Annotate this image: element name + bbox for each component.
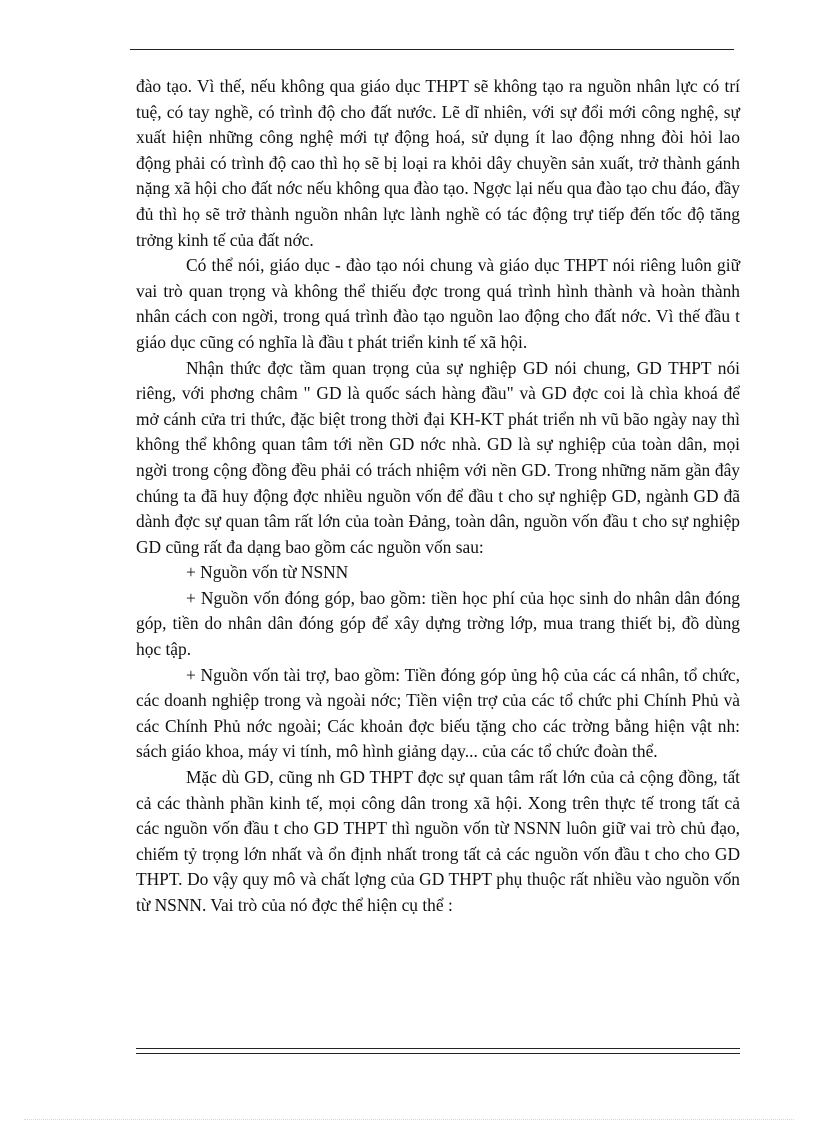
paragraph-funding-sources: Nhận thức đợc tầm quan trọng của sự nghiệp GD nói chung, GD THPT nói riêng, với phơng châm " GD là quốc sách hàng đầu" và GD đợc coi là chìa khoá để mở cánh cửa tri thức, đặc biệt trong thời đại KH-KT phát triển nh vũ bão ngày nay thì không thể không quan tâm tới nền GD nớc nhà. GD là sự nghiệp của toàn dân, mọi ngời trong cộng đồng đều phải có trách nhiệm với nền GD. Trong những năm gần đây chúng ta đã huy động đợc nhiều nguồn vốn để đầu t cho sự nghiệp GD, ngành GD đã dành đợc sự quan tâm rất lớn của toàn Đảng, toàn dân, nguồn vốn đầu t cho sự nghiệp GD cũng rất đa dạng bao gồm các nguồn vốn sau: [136,357,740,557]
paragraph-continuation: đào tạo. Vì thế, nếu không qua giáo dục THPT sẽ không tạo ra nguồn nhân lực có trí tuệ, có tay nghề, có trình độ cho đất nước. Lẽ dĩ nhiên, với sự đổi mới công nghệ, sự xuất hiện những công nghệ mới tự động hoá, sử dụng ít lao động nhng đòi hỏi lao động phải có trình độ cao thì họ sẽ bị loại ra khỏi dây chuyền sản xuất, trở thành gánh nặng xã hội cho đất nớc nếu không qua đào tạo. Ngợc lại nếu qua đào tạo chu đáo, đầy đủ thì họ sẽ trở thành nguồn nhân lực lành nghề có tác động trự tiếp đến tốc độ tăng trởng kinh tế của đất nớc. [136,76,740,250]
list-item-sponsorship: + Nguồn vốn tài trợ, bao gồm: Tiền đóng góp ủng hộ của các cá nhân, tổ chức, các doanh nghiệp trong và ngoài nớc; Tiền viện trợ của các tổ chức phi Chính Phủ và các Chính Phủ nớc ngoài; Các khoản đợc biếu tặng cho các trờng bằng hiện vật nh: sách giáo khoa, máy vi tính, mô hình giảng dạy... của các tổ chức đoàn thể. [136,664,740,762]
body-text [136,74,740,919]
paragraph-role-of-education: Có thể nói, giáo dục - đào tạo nói chung và giáo dục THPT nói riêng luôn giữ vai trò quan trọng và không thể thiếu đợc trong quá trình hình thành và hoàn thành nhân cách con ngời, trong quá trình đào tạo nguồn lao động cho đất nớc. Vì thế đầu t giáo dục cũng có nghĩa là đầu t phát triển kinh tế xã hội. [136,255,740,352]
paragraph-state-budget-role: Mặc dù GD, cũng nh GD THPT đợc sự quan tâm rất lớn của cả cộng đồng, tất cả các thành phần kinh tế, mọi công dân trong xã hội. Xong trên thực tế trong tất cả các nguồn vốn đầu t cho GD THPT thì nguồn vốn từ NSNN luôn giữ vai trò chủ đạo, chiếm tỷ trọng lớn nhất và ổn định nhất trong tất cả các nguồn vốn đầu t cho cho GD THPT. Do vậy quy mô và chất lợng của GD THPT phụ thuộc rất nhiều vào nguồn vốn từ NSNN. Vai trò của nó đợc thể hiện cụ thể : [136,767,740,915]
list-item-contributions: + Nguồn vốn đóng góp, bao gồm: tiền học phí của học sinh do nhân dân đóng góp, tiền do nhân dân đóng góp để xây dựng trờng lớp, mua trang thiết bị, đồ dùng học tập. [136,587,740,660]
list-item-state-budget: + Nguồn vốn từ NSNN [186,562,349,583]
footer-double-rule [136,1048,740,1054]
header-rule [130,49,734,50]
page-edge-dotted-line [24,1119,794,1120]
